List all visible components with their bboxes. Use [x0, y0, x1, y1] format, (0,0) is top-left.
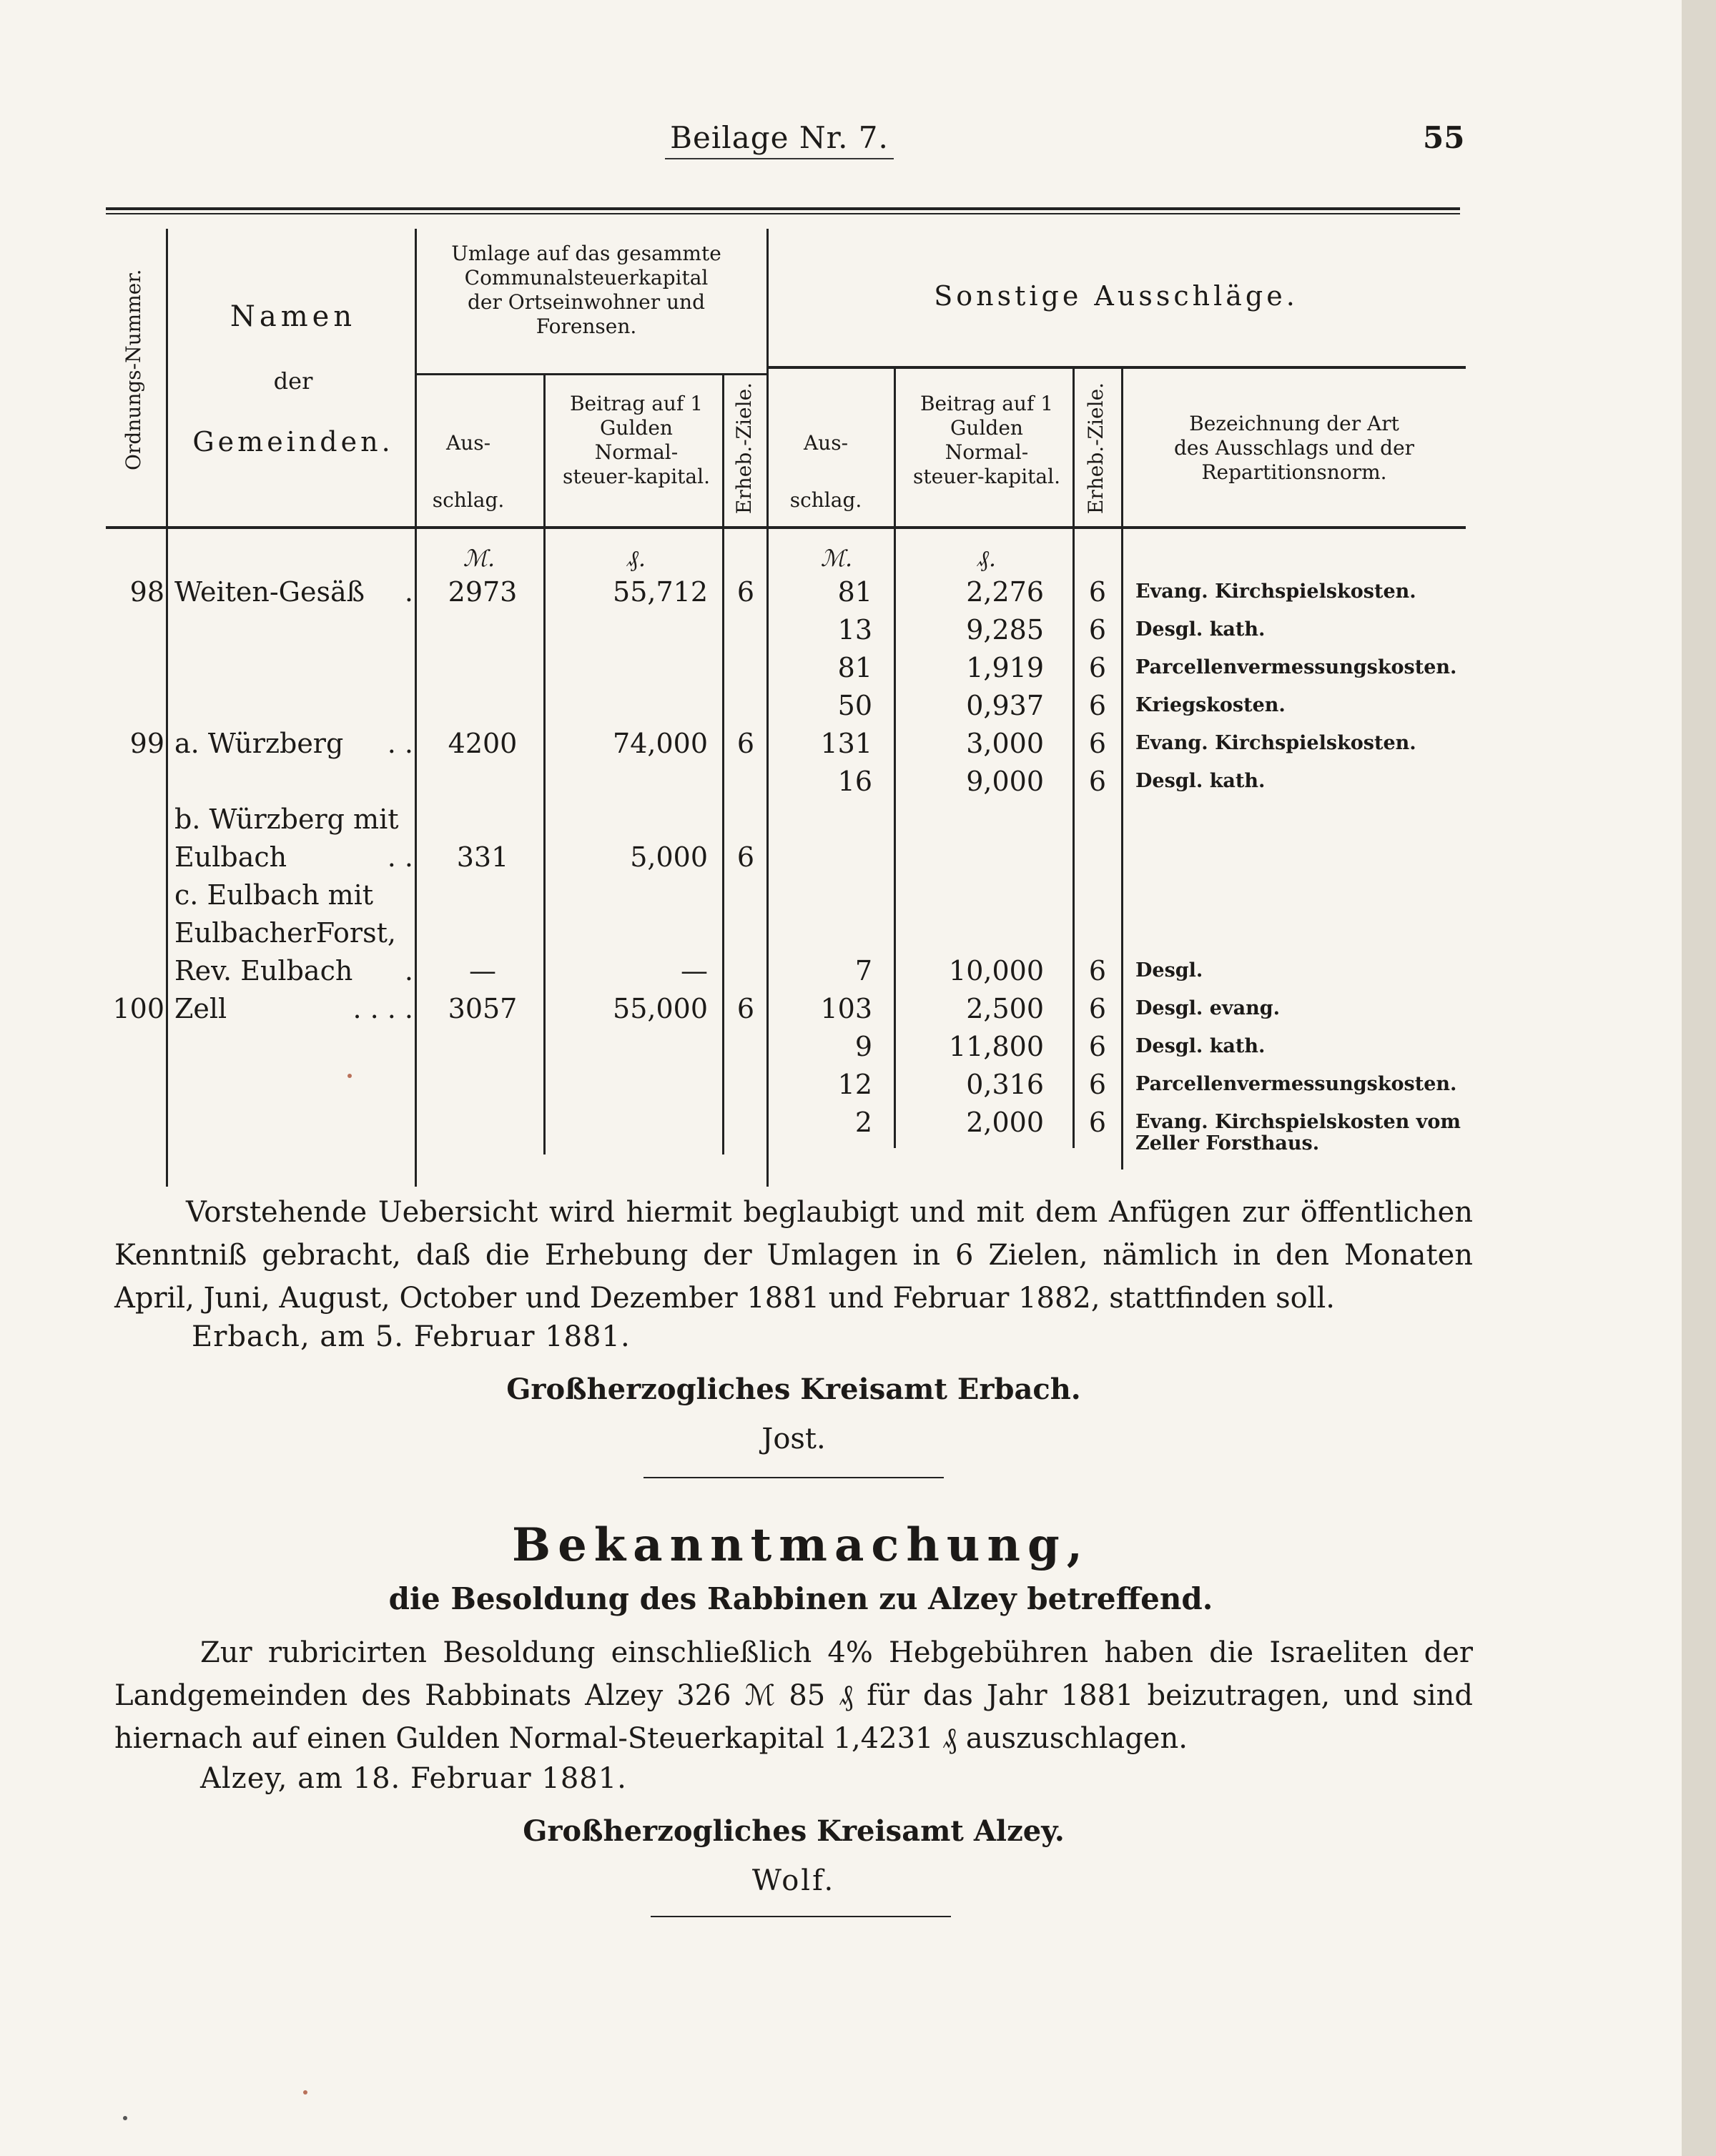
notice2-paragraph: Zur rubricirten Besoldung einschließlich 4% Hebgebühren haben die Israeliten der Landgemeinden des Rabbinats Alzey 326 ℳ 85 ₰ für das Jahr 1881 beizutragen, und sind hiernach auf einen Gulden Normal-Steuerkapital 1,4231 ₰ auszuschlagen.	[114, 1636, 1473, 1755]
row-umlage-ausschlag: 3057	[448, 993, 518, 1024]
row-bezeichnung: Kriegskosten.	[1135, 694, 1286, 716]
row-bezeichnung: Desgl. evang.	[1135, 997, 1280, 1019]
page-edge	[1682, 0, 1716, 2156]
row-sonstige-ziel: 6	[1088, 1107, 1107, 1138]
page-number: 55	[1423, 120, 1465, 155]
sub-umlage-beitrag: Beitrag auf 1 Gulden Normal-steuer-kapital.	[563, 392, 710, 488]
row-sonstige-beitrag: 2,276	[966, 576, 1044, 608]
row-name-dots: .	[404, 576, 413, 608]
row-umlage-beitrag: 74,000	[613, 728, 708, 759]
table-top-rule-thin	[106, 213, 1460, 214]
row-sonstige-ausschlag: 12	[837, 1069, 872, 1100]
row-bezeichnung: Desgl. kath.	[1135, 1035, 1266, 1057]
col-sonstige-header: Sonstige Ausschläge.	[934, 280, 1298, 312]
row-sonstige-ziel: 6	[1088, 766, 1107, 797]
row-gemeinde-name: Zell	[174, 993, 227, 1024]
row-umlage-beitrag: 55,000	[613, 993, 708, 1024]
vline-2	[415, 229, 417, 1187]
notice2-title: Bekanntmachung,	[511, 1518, 1090, 1572]
unit-pf-1: ₰.	[626, 545, 646, 572]
row-bezeichnung: Parcellenvermessungskosten.	[1135, 656, 1457, 678]
row-sonstige-ausschlag: 131	[820, 728, 872, 759]
notice1-place-date: Erbach, am 5. Februar 1881.	[192, 1320, 631, 1353]
row-name-dots: . .	[387, 728, 413, 759]
row-sonstige-ziel: 6	[1088, 1031, 1107, 1062]
row-bezeichnung: Evang. Kirchspielskosten.	[1135, 732, 1416, 754]
row-sonstige-ausschlag: 50	[837, 690, 872, 721]
row-number: 98	[129, 576, 164, 608]
row-umlage-ausschlag: —	[469, 955, 496, 986]
row-sonstige-ziel: 6	[1088, 614, 1107, 646]
row-sonstige-ausschlag: 7	[854, 955, 872, 986]
row-sonstige-beitrag: 2,500	[966, 993, 1044, 1024]
row-name-dots: . . . .	[352, 993, 413, 1024]
sub-umlage-ziele: Erheb.-Ziele.	[732, 382, 756, 515]
desc-continuation: Zeller Forsthaus.	[1135, 1132, 1320, 1154]
vline-6	[894, 369, 896, 1148]
sub-sonstige-ziele: Erheb.-Ziele.	[1084, 382, 1108, 515]
row-number: 100	[112, 993, 164, 1024]
notice1-signature: Jost.	[761, 1423, 826, 1455]
row-umlage-beitrag: 55,712	[613, 576, 708, 608]
col-namen-header-2: der	[273, 367, 313, 395]
row-bezeichnung: Desgl.	[1135, 959, 1203, 981]
paper-speck	[303, 2090, 307, 2095]
row-sonstige-ausschlag: 13	[837, 614, 872, 646]
row-name-dots: . .	[387, 841, 413, 873]
unit-mark-2: ℳ.	[820, 545, 853, 572]
row-sonstige-beitrag: 9,285	[966, 614, 1044, 646]
row-umlage-beitrag: —	[681, 955, 708, 986]
row-bezeichnung: Evang. Kirchspielskosten.	[1135, 580, 1416, 603]
row-sonstige-beitrag: 11,800	[949, 1031, 1044, 1062]
row-gemeinde-name: c. Eulbach mit	[174, 879, 374, 911]
notice2-authority: Großherzogliches Kreisamt Alzey.	[523, 1814, 1065, 1848]
row-sonstige-ziel: 6	[1088, 652, 1107, 683]
sub-sonstige-beitrag: Beitrag auf 1 Gulden Normal-steuer-kapital.	[913, 392, 1060, 488]
row-gemeinde-name: Eulbach	[174, 841, 287, 873]
row-sonstige-ausschlag: 81	[837, 652, 872, 683]
unit-pf-2: ₰.	[977, 545, 997, 572]
row-sonstige-beitrag: 9,000	[966, 766, 1044, 797]
sub-sonstige-ausschlag: Aus-schlag.	[789, 431, 862, 512]
notice1-separator	[644, 1477, 944, 1478]
row-bezeichnung: Parcellenvermessungskosten.	[1135, 1073, 1457, 1095]
sonstige-header-rule	[766, 366, 1466, 369]
row-sonstige-ausschlag: 103	[820, 993, 872, 1024]
row-umlage-ausschlag: 4200	[448, 728, 518, 759]
row-sonstige-beitrag: 2,000	[966, 1107, 1044, 1138]
row-sonstige-beitrag: 10,000	[949, 955, 1044, 986]
sub-bezeichnung: Bezeichnung der Art des Ausschlags und der Repartitionsnorm.	[1173, 412, 1415, 484]
vline-8	[1121, 369, 1123, 1170]
col-namen-header-1: Namen	[230, 300, 357, 333]
row-gemeinde-name: a. Würzberg	[174, 728, 344, 759]
row-umlage-ausschlag: 331	[456, 841, 509, 873]
notice2-place-date: Alzey, am 18. Februar 1881.	[200, 1762, 627, 1795]
row-sonstige-ziel: 6	[1088, 955, 1107, 986]
vline-7	[1072, 369, 1075, 1148]
paper-speck	[123, 2116, 127, 2120]
row-name-dots: .	[404, 955, 413, 986]
row-sonstige-ziel: 6	[1088, 993, 1107, 1024]
col-ordnung-header: Ordnungs-Nummer.	[122, 269, 145, 470]
row-sonstige-ausschlag: 2	[854, 1107, 872, 1138]
row-umlage-ziel: 6	[736, 728, 755, 759]
umlage-header-rule	[416, 373, 766, 375]
row-sonstige-ziel: 6	[1088, 728, 1107, 759]
row-bezeichnung: Desgl. kath.	[1135, 770, 1266, 792]
notice1-authority: Großherzogliches Kreisamt Erbach.	[506, 1373, 1081, 1406]
paper-speck	[347, 1074, 352, 1078]
notice2-signature: Wolf.	[751, 1864, 836, 1897]
table-top-rule	[106, 207, 1460, 210]
notice1-paragraph: Vorstehende Uebersicht wird hiermit beglaubigt und mit dem Anfügen zur öffentlichen Kenntniß gebracht, daß die Erhebung der Umlagen in 6 Zielen, nämlich in den Monaten April, Juni, August, October und Dezember 1881 und Februar 1882, stattfinden soll.	[114, 1196, 1473, 1315]
row-sonstige-beitrag: 0,937	[966, 690, 1044, 721]
row-sonstige-ziel: 6	[1088, 690, 1107, 721]
unit-mark-1: ℳ.	[463, 545, 495, 572]
row-sonstige-beitrag: 3,000	[966, 728, 1044, 759]
vline-5	[766, 229, 769, 1187]
row-sonstige-ziel: 6	[1088, 576, 1107, 608]
row-umlage-ausschlag: 2973	[448, 576, 518, 608]
row-gemeinde-name: EulbacherForst,	[174, 917, 396, 949]
row-sonstige-ausschlag: 16	[837, 766, 872, 797]
row-umlage-ziel: 6	[736, 576, 755, 608]
notice2-subtitle: die Besoldung des Rabbinen zu Alzey betreffend.	[388, 1581, 1213, 1616]
row-sonstige-ausschlag: 9	[854, 1031, 872, 1062]
row-sonstige-ausschlag: 81	[837, 576, 872, 608]
vline-1	[166, 229, 168, 1187]
row-sonstige-beitrag: 0,316	[966, 1069, 1044, 1100]
row-gemeinde-name: Rev. Eulbach	[174, 955, 353, 986]
sub-umlage-ausschlag: Aus-schlag.	[432, 431, 505, 512]
row-sonstige-beitrag: 1,919	[966, 652, 1044, 683]
row-umlage-ziel: 6	[736, 841, 755, 873]
row-sonstige-ziel: 6	[1088, 1069, 1107, 1100]
row-gemeinde-name: Weiten-Gesäß	[174, 576, 365, 608]
header-bottom-rule	[106, 526, 1466, 529]
page-header-title: Beilage Nr. 7.	[665, 120, 894, 159]
vline-3	[543, 375, 546, 1154]
notice2-separator	[651, 1916, 951, 1917]
col-namen-header-3: Gemeinden.	[192, 426, 394, 458]
row-umlage-ziel: 6	[736, 993, 755, 1024]
col-umlage-header: Umlage auf das gesammte Communalsteuerkapital der Ortseinwohner und Forensen.	[451, 242, 721, 338]
row-umlage-beitrag: 5,000	[630, 841, 708, 873]
vline-4	[722, 375, 724, 1154]
row-gemeinde-name: b. Würzberg mit	[174, 803, 399, 835]
row-bezeichnung: Evang. Kirchspielskosten vom	[1135, 1111, 1461, 1133]
row-bezeichnung: Desgl. kath.	[1135, 618, 1266, 641]
row-number: 99	[129, 728, 164, 759]
